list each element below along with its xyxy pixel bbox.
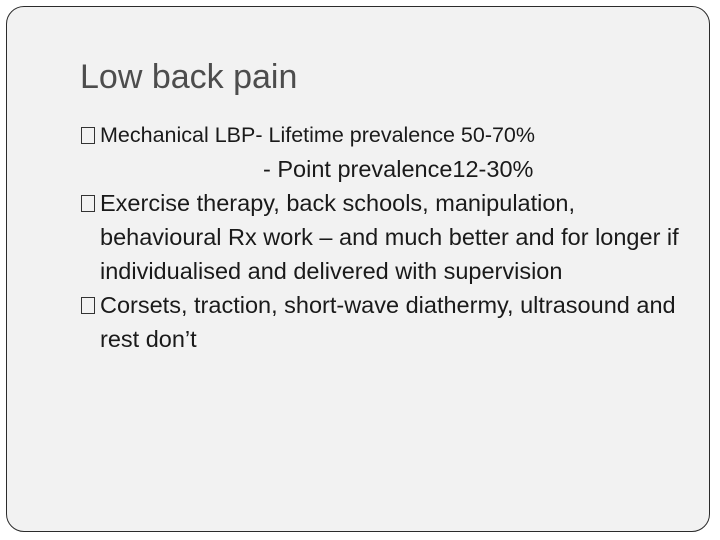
bullet-text: Mechanical LBP- Lifetime prevalence 50-70%: [100, 123, 536, 147]
slide-title: Low back pain: [80, 58, 298, 96]
bullet-text: Exercise therapy, back schools, manipulation, behavioural Rx work – and much better and for longer if individualised and delivered with supervision: [100, 190, 679, 284]
bullet-box-icon: [81, 195, 95, 212]
bullet-continuation: - Point prevalence12-30%: [263, 156, 534, 182]
slide-body: [80, 118, 700, 356]
bullet-item: [80, 186, 700, 288]
bullet-box-icon: [81, 127, 95, 144]
bullet-item: [80, 118, 700, 152]
bullet-text: Corsets, traction, short-wave diathermy, ultrasound and rest don’t: [100, 292, 676, 352]
bullet-item: [80, 288, 700, 356]
bullet-box-icon: [81, 297, 95, 314]
